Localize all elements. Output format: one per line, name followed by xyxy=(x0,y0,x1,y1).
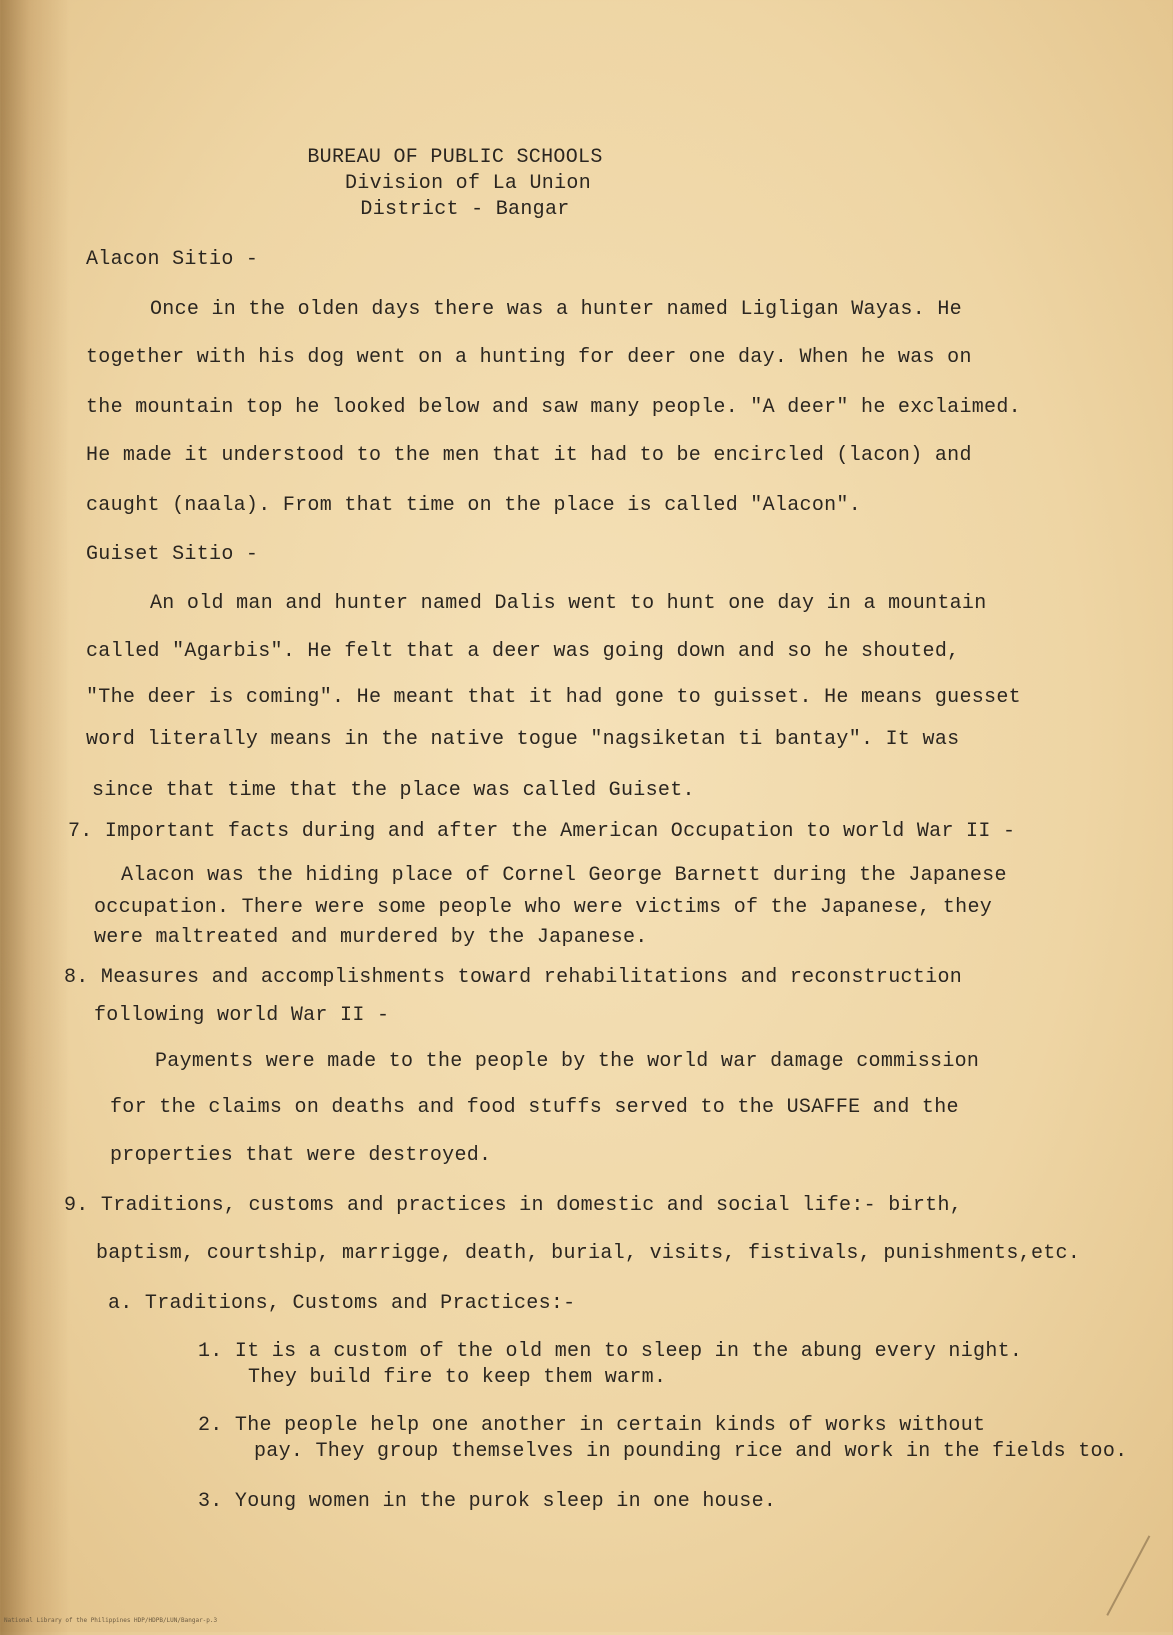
alacon-line-2: together with his dog went on a hunting for deer one day. When he was on xyxy=(86,346,972,369)
item7-heading: 7. Important facts during and after the American Occupation to world War II - xyxy=(68,820,1016,843)
item8-line-1: Payments were made to the people by the world war damage commission xyxy=(155,1050,980,1073)
item8-line-2: for the claims on deaths and food stuffs served to the USAFFE and the xyxy=(110,1096,959,1119)
item9-heading-line-2: baptism, courtship, marrigge, death, burial, visits, fistivals, punishments,etc. xyxy=(96,1242,1081,1265)
page-crease xyxy=(1106,1535,1173,1634)
item9-point-3-line-1: 3. Young women in the purok sleep in one house. xyxy=(198,1490,777,1513)
guiset-line-1: An old man and hunter named Dalis went to hunt one day in a mountain xyxy=(150,592,987,615)
guiset-heading: Guiset Sitio - xyxy=(86,543,259,566)
item9-point-2-line-2: pay. They group themselves in pounding rice and work in the fields too. xyxy=(254,1440,1128,1463)
item8-heading-line-1: 8. Measures and accomplishments toward rehabilitations and reconstruction xyxy=(64,966,963,989)
guiset-line-2: called "Agarbis". He felt that a deer was going down and so he shouted, xyxy=(86,640,960,663)
alacon-line-4: He made it understood to the men that it had to be encircled (lacon) and xyxy=(86,444,972,467)
item9-point-1-line-1: 1. It is a custom of the old men to sleep in the abung every night. xyxy=(198,1340,1023,1363)
alacon-heading: Alacon Sitio - xyxy=(86,248,259,271)
item9-point-2-line-1: 2. The people help one another in certain kinds of works without xyxy=(198,1414,986,1437)
guiset-line-4: word literally means in the native togue "nagsiketan ti bantay". It was xyxy=(86,728,960,751)
alacon-line-1: Once in the olden days there was a hunter named Ligligan Wayas. He xyxy=(150,298,962,321)
item7-line-1: Alacon was the hiding place of Cornel George Barnett during the Japanese xyxy=(121,864,1007,887)
item7-line-3: were maltreated and murdered by the Japanese. xyxy=(94,926,648,949)
item8-heading-line-2: following world War II - xyxy=(94,1004,390,1027)
guiset-line-5: since that time that the place was called Guiset. xyxy=(92,779,695,802)
item7-line-2: occupation. There were some people who were victims of the Japanese, they xyxy=(94,896,993,919)
alacon-line-3: the mountain top he looked below and saw many people. "A deer" he exclaimed. xyxy=(86,396,1021,419)
item9-sub-heading: a. Traditions, Customs and Practices:- xyxy=(108,1292,576,1315)
item9-point-1-line-2: They build fire to keep them warm. xyxy=(248,1366,667,1389)
item9-heading-line-1: 9. Traditions, customs and practices in domestic and social life:- birth, xyxy=(64,1194,963,1217)
header-division: Division of La Union xyxy=(344,172,592,195)
alacon-line-5: caught (naala). From that time on the place is called "Alacon". xyxy=(86,494,862,517)
guiset-line-3: "The deer is coming". He meant that it had gone to guisset. He means guesset xyxy=(86,686,1021,709)
library-footer: National Library of the Philippines HDP/HDPB/LUN/Bangar-p.3 xyxy=(4,1617,218,1624)
header-bureau: BUREAU OF PUBLIС SCHOOLS xyxy=(307,146,603,169)
header-district: District - Bangar xyxy=(360,198,570,221)
item8-line-3: properties that were destroyed. xyxy=(110,1144,492,1167)
